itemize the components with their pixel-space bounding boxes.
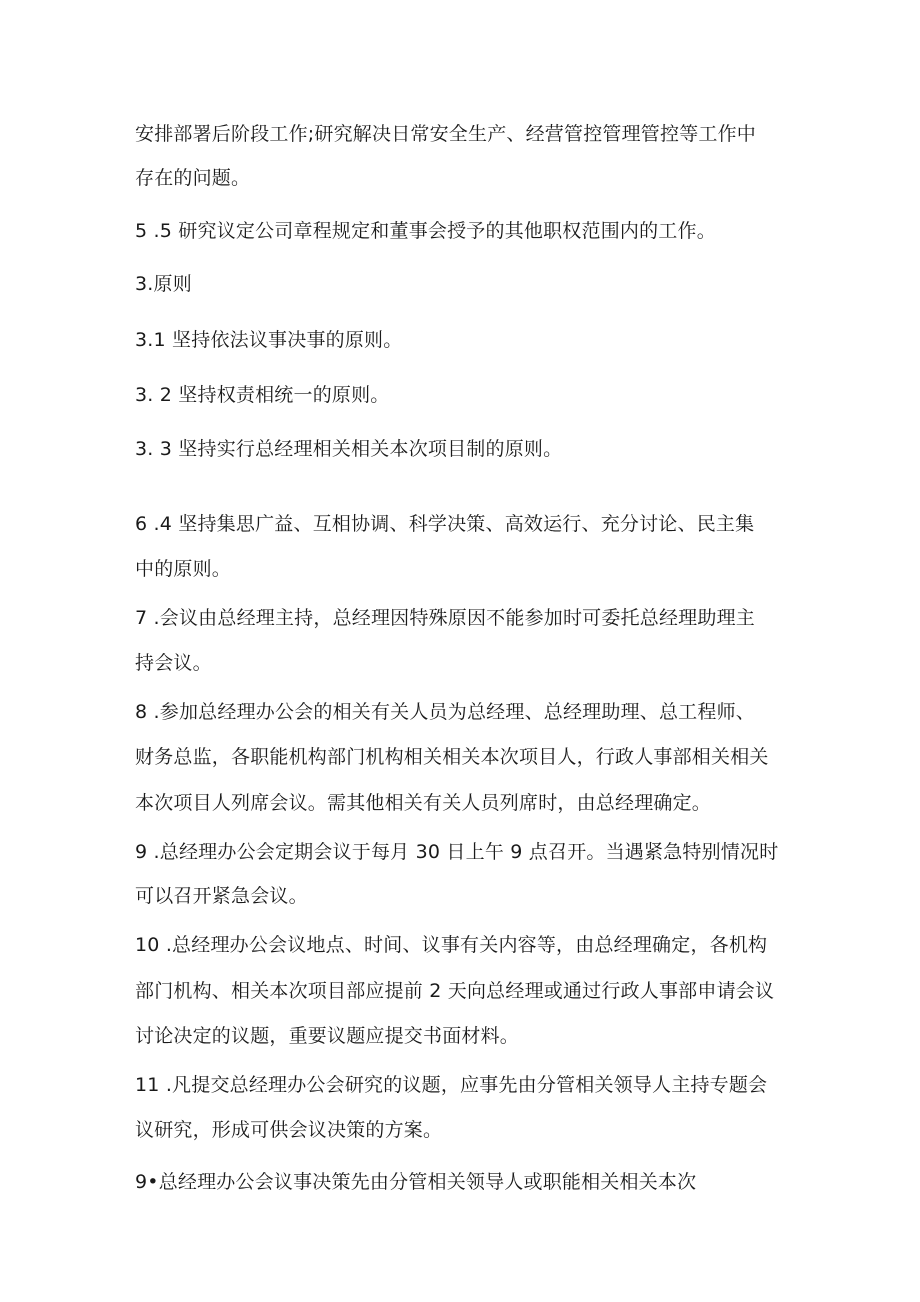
text-line: 7 .会议由总经理主持，总经理因特殊原因不能参加时可委托总经理助理主 xyxy=(135,607,755,629)
text-line: 安排部署后阶段工作;研究解决日常安全生产、经营管控管理管控等工作中 xyxy=(135,123,757,145)
text-line: 9•总经理办公会议事决策先由分管相关领导人或职能相关相关本次 xyxy=(135,1171,697,1193)
text-line: 11 .凡提交总经理办公会研究的议题，应事先由分管相关领导人主持专题会 xyxy=(135,1074,768,1096)
text-line: 3.1 坚持依法议事决事的原则。 xyxy=(135,329,403,351)
text-line: 10 .总经理办公会议地点、时间、议事有关内容等，由总经理确定，各机构 xyxy=(135,934,768,956)
text-line: 议研究，形成可供会议决策的方案。 xyxy=(135,1119,443,1141)
text-line: 3. 2 坚持权责相统一的原则。 xyxy=(135,384,390,406)
text-line: 财务总监，各职能机构部门机构相关相关本次项目人，行政人事部相关相关 xyxy=(135,746,769,768)
text-line: 8 .参加总经理办公会的相关有关人员为总经理、总经理助理、总工程师、 xyxy=(135,701,755,723)
text-line: 持会议。 xyxy=(135,652,212,674)
text-line: 5 .5 研究议定公司章程规定和董事会授予的其他职权范围内的工作。 xyxy=(135,220,716,242)
text-line: 3. 3 坚持实行总经理相关相关本次项目制的原则。 xyxy=(135,438,563,460)
text-line: 存在的问题。 xyxy=(135,167,251,189)
text-line: 部门机构、相关本次项目部应提前 2 天向总经理或通过行政人事部申请会议 xyxy=(135,980,775,1002)
text-line: 中的原则。 xyxy=(135,558,232,580)
text-line: 6 .4 坚持集思广益、互相协调、科学决策、高效运行、充分讨论、民主集 xyxy=(135,513,755,535)
text-line: 讨论决定的议题，重要议题应提交书面材料。 xyxy=(135,1025,520,1047)
text-line: 9 .总经理办公会定期会议于每月 30 日上午 9 点召开。当遇紧急特别情况时 xyxy=(135,841,779,863)
section-heading: 3.原则 xyxy=(135,273,192,295)
text-line: 本次项目人列席会议。需其他相关有关人员列席时，由总经理确定。 xyxy=(135,792,712,814)
text-line: 可以召开紧急会议。 xyxy=(135,885,308,907)
